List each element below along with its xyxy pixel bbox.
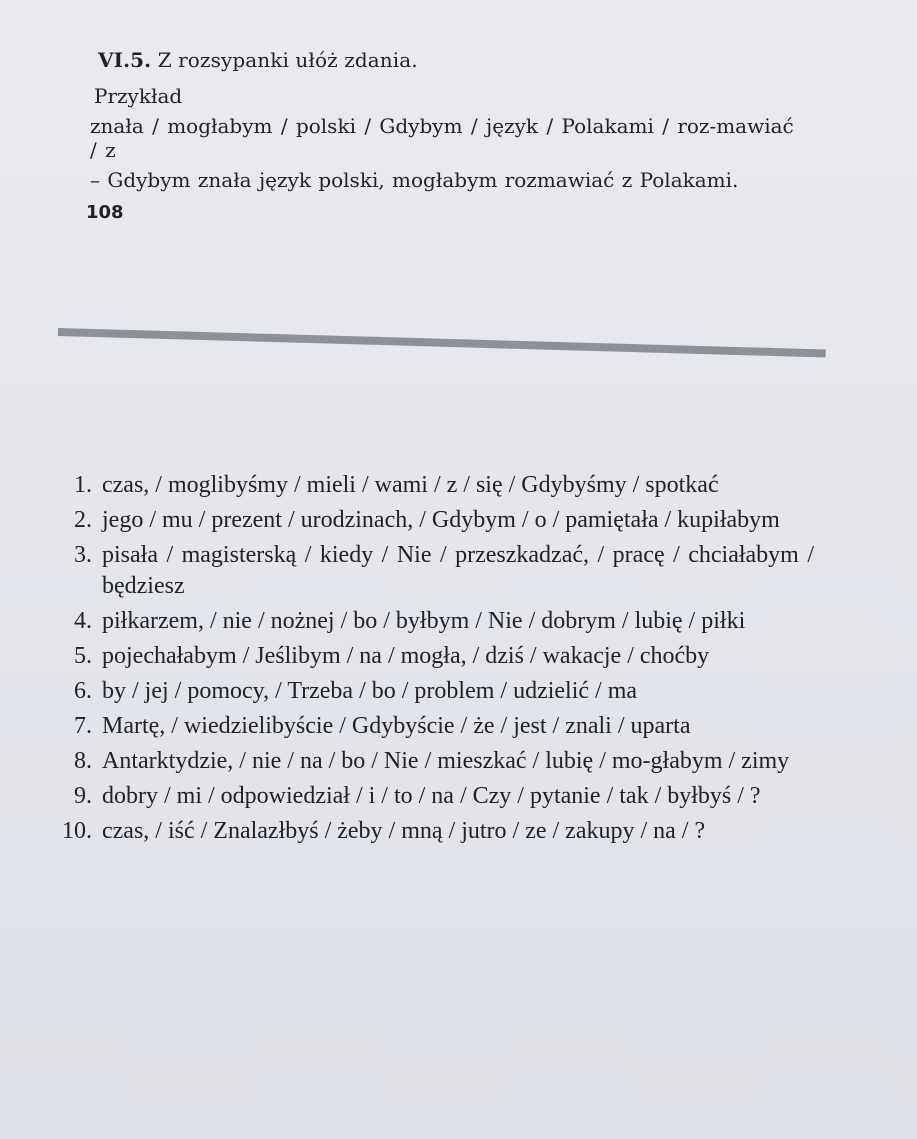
exercise-number: VI.5. — [98, 48, 152, 72]
list-item — [40, 641, 840, 672]
item-text: jego / mu / prezent / urodzinach, / Gdybym / o / pamiętała / kupiłabym — [102, 507, 780, 533]
item-number: 7. — [74, 713, 92, 739]
list-item — [40, 746, 840, 777]
list-item — [40, 606, 840, 637]
item-text: by / jej / pomocy, / Trzeba / bo / problem / udzielić / ma — [102, 678, 638, 704]
exercise-list — [40, 470, 840, 851]
exercise-instruction: Z rozsypanki ułóż zdania. — [157, 48, 418, 72]
item-number: 9. — [74, 783, 92, 809]
example-answer: – Gdybym znała język polski, mogłabym rozmawiać z Polakami. — [90, 168, 739, 192]
exercise-example-section — [88, 48, 818, 223]
list-item — [40, 676, 840, 707]
item-text: pisała / magisterską / kiedy / Nie / przeszkadzać, / pracę / chciałabym / będziesz — [102, 542, 814, 599]
list-item — [40, 781, 840, 812]
list-item — [40, 711, 840, 742]
item-text: Antarktydzie, / nie / na / bo / Nie / mieszkać / lubię / mo-głabym / zimy — [102, 748, 790, 774]
item-number: 1. — [74, 472, 92, 498]
item-number: 6. — [74, 678, 92, 704]
example-label: Przykład — [94, 84, 183, 108]
example-scrambled-words: znała / mogłabym / polski / Gdybym / język / Polakami / roz-mawiać / z — [90, 114, 794, 162]
list-item — [40, 505, 840, 536]
item-text: czas, / iść / Znalazłbyś / żeby / mną / jutro / ze / zakupy / na / ? — [102, 818, 706, 844]
list-item — [40, 816, 840, 847]
item-number: 5. — [74, 643, 92, 669]
item-number: 3. — [74, 542, 92, 568]
exercise-heading — [98, 48, 818, 72]
page-number: 108 — [86, 202, 124, 223]
item-text: dobry / mi / odpowiedział / i / to / na / Czy / pytanie / tak / byłbyś / ? — [102, 783, 761, 809]
item-text: Martę, / wiedzielibyście / Gdybyście / że / jest / znali / uparta — [102, 713, 691, 739]
item-text: piłkarzem, / nie / nożnej / bo / byłbym / Nie / dobrym / lubię / piłki — [102, 608, 746, 634]
item-number: 8. — [74, 748, 92, 774]
list-item — [40, 540, 840, 602]
list-item — [40, 470, 840, 501]
page-divider — [58, 328, 826, 357]
item-number: 10. — [62, 818, 92, 844]
item-text: czas, / moglibyśmy / mieli / wami / z / się / Gdybyśmy / spotkać — [102, 472, 719, 498]
item-text: pojechałabym / Jeślibym / na / mogła, / dziś / wakacje / choćby — [102, 643, 710, 669]
item-number: 2. — [74, 507, 92, 533]
item-number: 4. — [74, 608, 92, 634]
